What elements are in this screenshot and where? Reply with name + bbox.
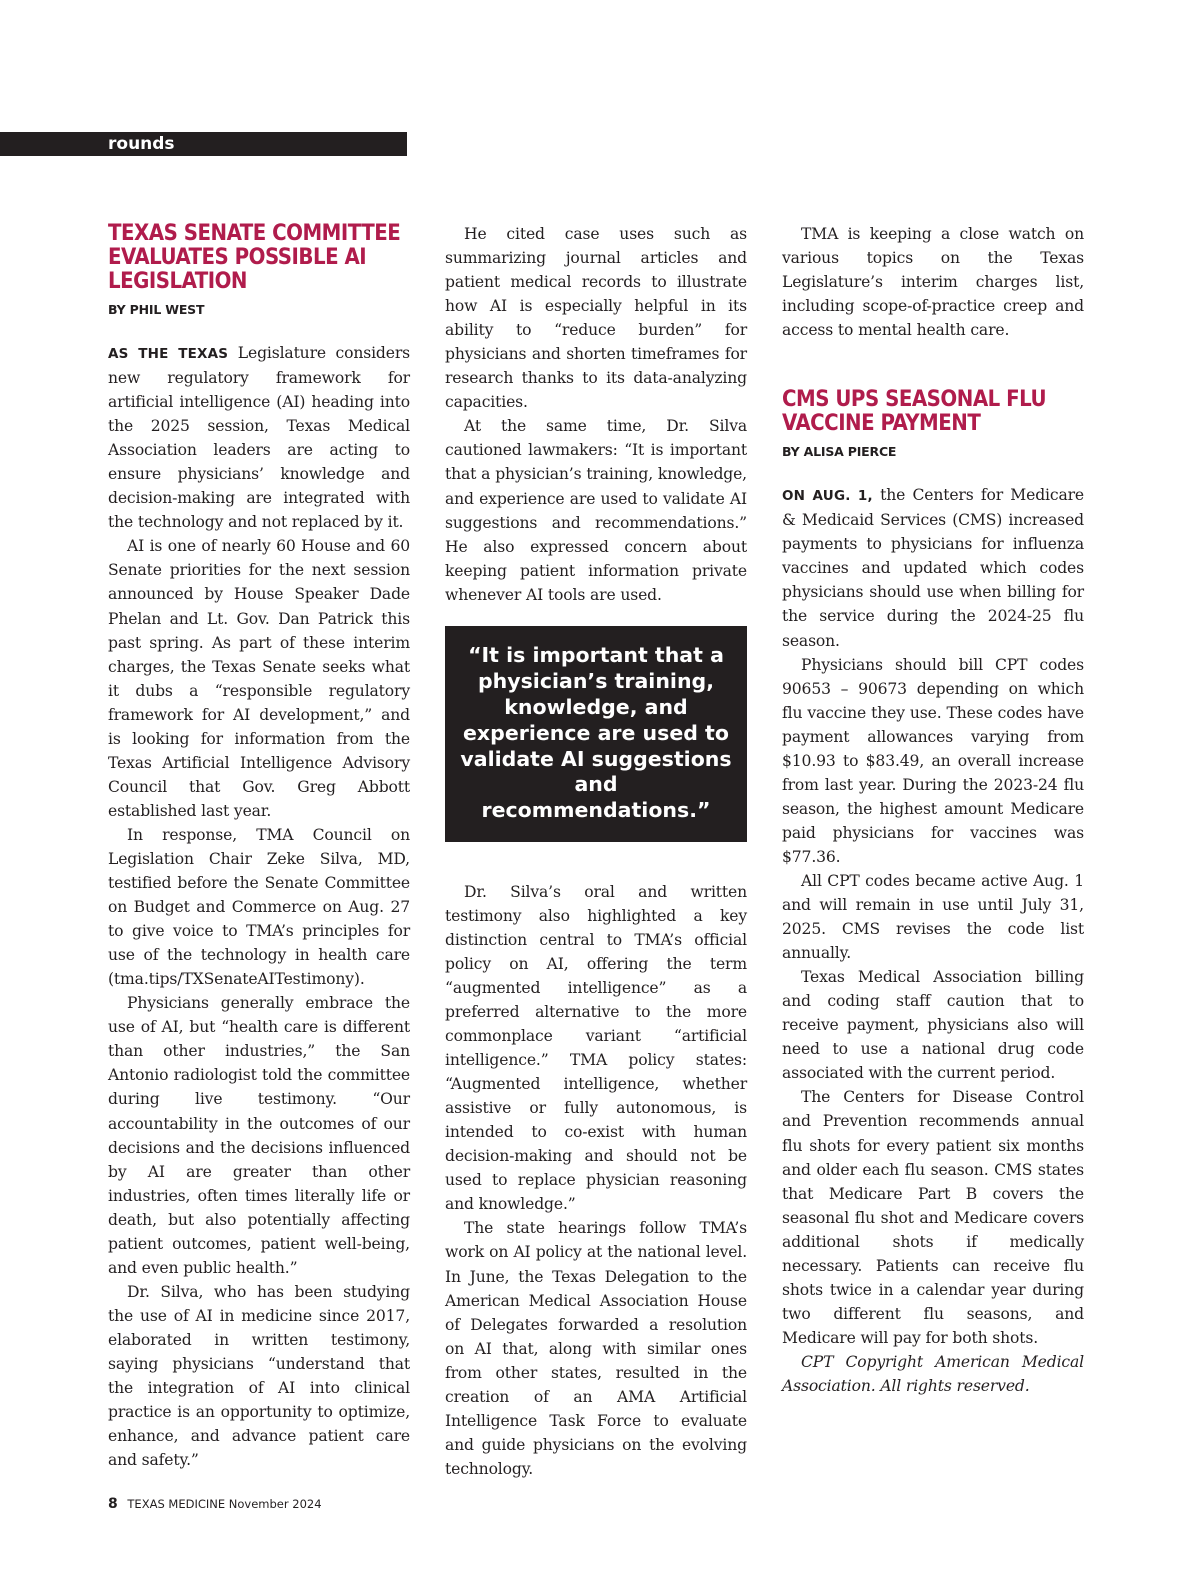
article1-paragraph-9: The state hearings follow TMA’s work on AI policy at the national level. In June, the Texas Delegation to the American Medical Association House of Delegates forwarded a resolution on AI that, along with similar ones from other states, resulted in the creation of an AMA Artificial Intelligence Task Force to evaluate and guide physicians on the evolving technology. — [445, 1219, 747, 1478]
page-number: 8 — [108, 1496, 118, 1512]
publication-name: TEXAS MEDICINE — [127, 1497, 226, 1511]
article2-headline: CMS UPS SEASONAL FLU VACCINE PAYMENT — [782, 387, 1047, 437]
article2-paragraph-1: ON AUG. 1, the Centers for Medicare & Medicaid Services (CMS) increased payments to physicians for influenza vaccines and updated which codes physicians should use when billing for the service during the 2024-25 flu season. — [782, 486, 1084, 650]
column-2 — [445, 222, 747, 1481]
page-footer — [108, 1496, 322, 1512]
article1-paragraph-8: Dr. Silva’s oral and written testimony also highlighted a key distinction central to TMA’s official policy on AI, offering the term “augmented intelligence” as a preferred alternative to the more commonplace variant “artificial intelligence.” TMA policy states: “Augmented intelligence, whether assistive or fully autonomous, is intended to co-exist with human decision-making and should not be used to replace physician reasoning and knowledge.” — [445, 882, 747, 1214]
column-3 — [782, 222, 1084, 1398]
article1-byline: BY PHIL WEST — [108, 302, 205, 317]
article2-paragraph-5: The Centers for Disease Control and Prevention recommends annual flu shots for every patient six months and older each flu season. CMS states that Medicare Part B covers the seasonal flu shot and Medicare covers additional shots if medically necessary. Patients can receive flu shots twice in a calendar year during two different flu seasons, and Medicare will pay for both shots. — [782, 1088, 1084, 1347]
article2-lead-in: ON AUG. 1, — [782, 488, 873, 505]
article2-paragraph-3: All CPT codes became active Aug. 1 and will remain in use until July 31, 2025. CMS revises the code list annually. — [782, 871, 1084, 963]
article1-paragraph-6: He cited case uses such as summarizing journal articles and patient medical records to illustrate how AI is especially helpful in its ability to “reduce burden” for physicians and shorten timeframes for research thanks to its data-analyzing capacities. — [445, 225, 747, 412]
article1-paragraph-5: Dr. Silva, who has been studying the use of AI in medicine since 2017, elaborated in written testimony, saying physicians “understand that the integration of AI into clinical practice is an opportunity to optimize, enhance, and advance patient care and safety.” — [108, 1282, 410, 1470]
article2-copyright: CPT Copyright American Medical Association. All rights reserved. — [782, 1352, 1084, 1395]
article1-paragraph-4: Physicians generally embrace the use of AI, but “health care is different than other industries,” the San Antonio radiologist told the committee during live testimony. “Our accountability in the outcomes of our decisions and the decisions influenced by AI are greater than other industries, often times literally life or death, but also potentially affecting patient outcomes, patient well-being, and even public health.” — [108, 994, 410, 1277]
pull-quote: “It is important that a physician’s training, knowledge, and experience are used to validate AI suggestions and recommendations.” — [445, 626, 747, 842]
article1-paragraph-10: TMA is keeping a close watch on various topics on the Texas Legislature’s interim charges list, including scope-of-practice creep and access to mental health care. — [782, 225, 1084, 340]
article1-lead-in: AS THE TEXAS — [108, 346, 229, 362]
article1-paragraph-3: In response, TMA Council on Legislation Chair Zeke Silva, MD, testified before the Senate Committee on Budget and Commerce on Aug. 27 to give voice to TMA’s principles for use of the technology in health care (tma.tips/TXSenateAITestimony). — [108, 825, 410, 989]
article1-paragraph-2: AI is one of nearly 60 House and 60 Senate priorities for the next session announced by House Speaker Dade Phelan and Lt. Gov. Dan Patrick this past spring. As part of these interim charges, the Texas Senate seeks what it dubs a “responsible regulatory framework for AI development,” and is looking for information from the Texas Artificial Intelligence Advisory Council that Gov. Greg Abbott established last year. — [108, 537, 410, 820]
article1-headline: TEXAS SENATE COMMITTEE EVALUATES POSSIBLE AI LEGISLATION — [108, 221, 401, 294]
column-1 — [108, 222, 410, 1472]
article2-byline: BY ALISA PIERCE — [782, 444, 897, 460]
article1-paragraph-1: AS THE TEXAS Legislature considers new regulatory framework for artificial intelligence (AI) heading into the 2025 session, Texas Medical Association leaders are acting to ensure physicians’ knowledge and decision-making are integrated with the technology and not replaced by it. — [108, 344, 410, 532]
article2-paragraph-4: Texas Medical Association billing and coding staff caution that to receive payment, physicians also will need to use a national drug code associated with the current period. — [782, 968, 1084, 1083]
section-label: rounds — [0, 132, 407, 156]
article2-paragraph-2: Physicians should bill CPT codes 90653 – 90673 depending on which flu vaccine they use. These codes have payment allowances varying from $10.93 to $83.49, an overall increase from last year. During the 2023-24 flu season, the highest amount Medicare paid physicians for vaccines was $77.36. — [782, 655, 1084, 866]
article1-paragraph-7: At the same time, Dr. Silva cautioned lawmakers: “It is important that a physician’s training, knowledge, and experience are used to validate AI suggestions and recommendations.” He also expressed concern about keeping patient information private whenever AI tools are used. — [445, 417, 747, 604]
issue-date: November 2024 — [228, 1497, 322, 1511]
